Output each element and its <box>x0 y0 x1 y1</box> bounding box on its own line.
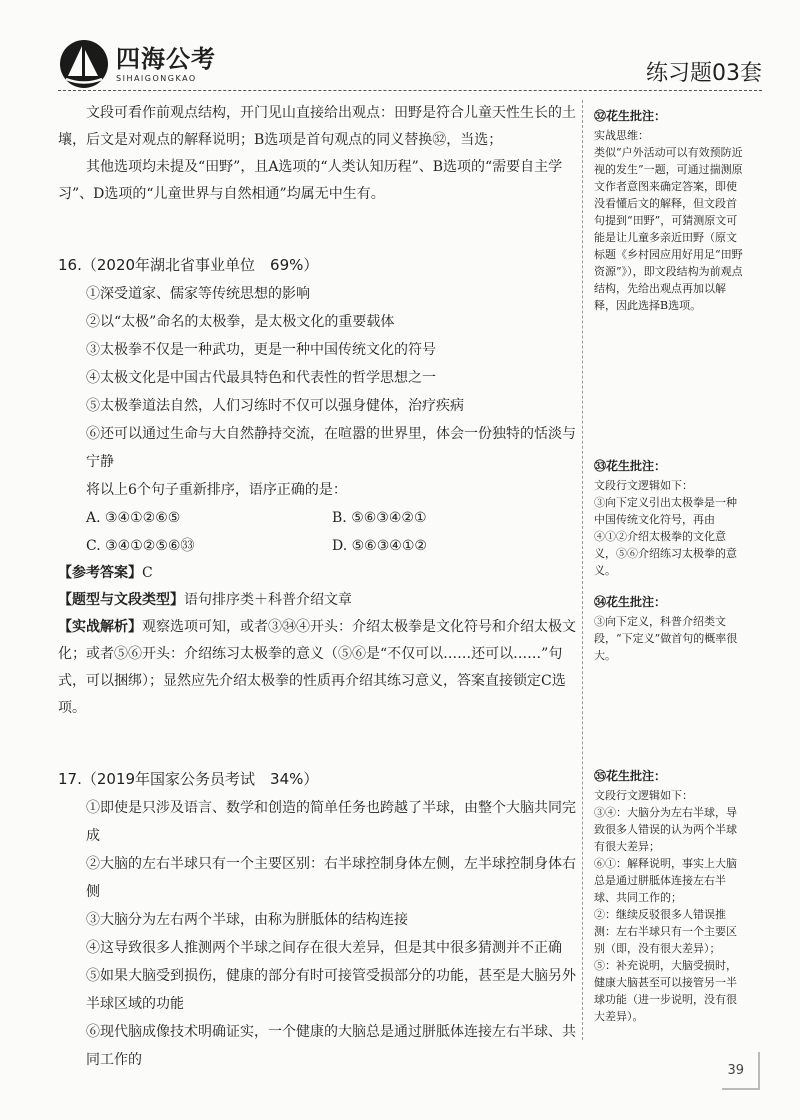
note-line: ⑤：补充说明，大脑受损时，健康大脑甚至可以接管另一半球功能（进一步说明，没有很大差异）。 <box>594 959 737 1023</box>
q16-prompt: 将以上6个句子重新排序，语序正确的是： <box>86 482 347 498</box>
q16-sentence: ⑤太极拳道法自然，人们习练时不仅可以强身健体，治疗疾病 <box>86 398 464 414</box>
q16-sentence: ⑥还可以通过生命与大自然静持交流，在喧嚣的世界里，体会一份独特的恬淡与宁静 <box>86 426 576 470</box>
side-note-33 <box>594 458 744 579</box>
note-title: ㉜花生批注： <box>594 109 667 123</box>
note-line: ③向下定义，科普介绍类文段，“下定义”做首句的概率很大。 <box>594 615 738 662</box>
note-line: ②：继续反驳很多人错误推测：左右半球只有一个主要区别（即，没有很大差异）； <box>594 908 737 955</box>
note-line: ③④：大脑分为左右半球，导致很多人错误的认为两个半球有很大差异； <box>594 806 737 853</box>
logo-name: 四海公考 <box>116 44 216 73</box>
question-16-sentences <box>58 280 578 504</box>
q16-sentence: ④太极文化是中国古代最具特色和代表性的哲学思想之一 <box>86 370 436 386</box>
note-line: ⑥①：解释说明，事实上大脑总是通过胼胝体连接左右半球、共同工作的； <box>594 857 737 904</box>
analysis-label: 【实战解析】 <box>58 619 142 635</box>
side-note-32 <box>594 108 744 314</box>
answer-value: C <box>142 565 153 581</box>
type-value: 语句排序类＋科普介绍文章 <box>184 592 352 608</box>
q16-type <box>58 587 578 614</box>
q17-sentence: ①即使是只涉及语言、数学和创造的简单任务也跨越了半球，由整个大脑共同完成 <box>86 800 576 844</box>
note-line: 文段行文逻辑如下： <box>594 479 693 492</box>
main-content <box>58 100 578 1074</box>
sailboat-logo-icon <box>58 38 110 90</box>
side-note-35 <box>594 768 744 1025</box>
intro-paragraph-1: 文段可看作前观点结构，开门见山直接给出观点：田野是符合儿童天性生长的土壤，后文是对观点的解释说明；B选项是首句观点的同义替换㉜，当选； <box>58 105 576 148</box>
q17-sentence: ④这导致很多人推测两个半球之间存在很大差异，但是其中很多猜测并不正确 <box>86 940 562 956</box>
q17-sentence: ②大脑的左右半球只有一个主要区别：右半球控制身体左侧，左半球控制身体右侧 <box>86 856 576 900</box>
type-label: 【题型与文段类型】 <box>58 592 184 608</box>
page-corner-decoration <box>722 1052 760 1090</box>
page-number: 39 <box>727 1063 744 1078</box>
answer-label: 【参考答案】 <box>58 565 142 581</box>
note-line: 实战思维： <box>594 129 649 142</box>
q17-sentence: ③大脑分为左右两个半球，由称为胼胝体的结构连接 <box>86 912 408 928</box>
q16-analysis <box>58 614 578 722</box>
q16-sentence: ③太极拳不仅是一种武功，更是一种中国传统文化的符号 <box>86 342 436 358</box>
question-16-title: 16.（2020年湖北省事业单位 69%） <box>58 256 319 274</box>
question-17-sentences <box>58 794 578 1074</box>
note-title: ㉝花生批注： <box>594 459 667 473</box>
q16-option-c: C. ③④①②⑤⑥㉝ <box>86 538 195 554</box>
note-title: ㉟花生批注： <box>594 769 667 783</box>
q17-sentence: ⑥现代脑成像技术明确证实，一个健康的大脑总是通过胼胝体连接左右半球、共同工作的 <box>86 1024 576 1068</box>
note-line: ③向下定义引出太极拳是一种中国传统文化符号，再由④①②介绍太极拳的文化意义，⑤⑥介绍练习太极拳的意义。 <box>594 496 737 577</box>
q16-sentence: ①深受道家、儒家等传统思想的影响 <box>86 286 310 302</box>
logo <box>58 38 216 90</box>
q16-option-b: B. ⑤⑥③④②① <box>332 510 427 526</box>
header-divider <box>58 90 762 91</box>
q16-option-d: D. ⑤⑥③④①② <box>332 538 427 554</box>
q16-options <box>58 504 578 560</box>
q16-sentence: ②以“太极”命名的太极拳，是太极文化的重要载体 <box>86 314 395 330</box>
exercise-set-title: 练习题03套 <box>646 61 762 86</box>
margin-divider <box>582 100 583 1040</box>
page-header <box>0 0 800 100</box>
note-line: 类似“户外活动可以有效预防近视的发生”一题，可通过揣测原文作者意图来确定答案，即使没看懂后文的解释，但文段首句提到“田野”，可猜测原文可能是让儿童多亲近田野（原文标题《乡村园应用好用足“田野资源”》），即文段结构为前观点结构，先给出观点再加以解释，因此选择B选项。 <box>594 146 743 312</box>
intro-paragraph-2: 其他选项均未提及“田野”，且A选项的“人类认知历程”、B选项的“需要自主学习”、D选项的“儿童世界与自然相通”均属无中生有。 <box>58 159 563 202</box>
q16-option-a: A. ③④①②⑥⑤ <box>86 510 181 526</box>
note-title: ㉞花生批注： <box>594 595 667 609</box>
logo-subtitle: SIHAIGONGKAO <box>116 73 197 83</box>
q16-answer <box>58 560 578 587</box>
question-17-title: 17.（2019年国家公务员考试 34%） <box>58 770 319 788</box>
side-note-34 <box>594 594 744 664</box>
q17-sentence: ⑤如果大脑受到损伤，健康的部分有时可接管受损部分的功能，甚至是大脑另外半球区域的功能 <box>86 968 576 1012</box>
analysis-text: 观察选项可知，或者③㉞④开头：介绍太极拳是文化符号和介绍太极文化；或者⑤⑥开头：介绍练习太极拳的意义（⑤⑥是“不仅可以……还可以……”句式，可以捆绑）；显然应先介绍太极拳的性质再介绍其练习意义，答案直接锁定C选项。 <box>58 619 576 716</box>
note-line: 文段行文逻辑如下： <box>594 789 693 802</box>
